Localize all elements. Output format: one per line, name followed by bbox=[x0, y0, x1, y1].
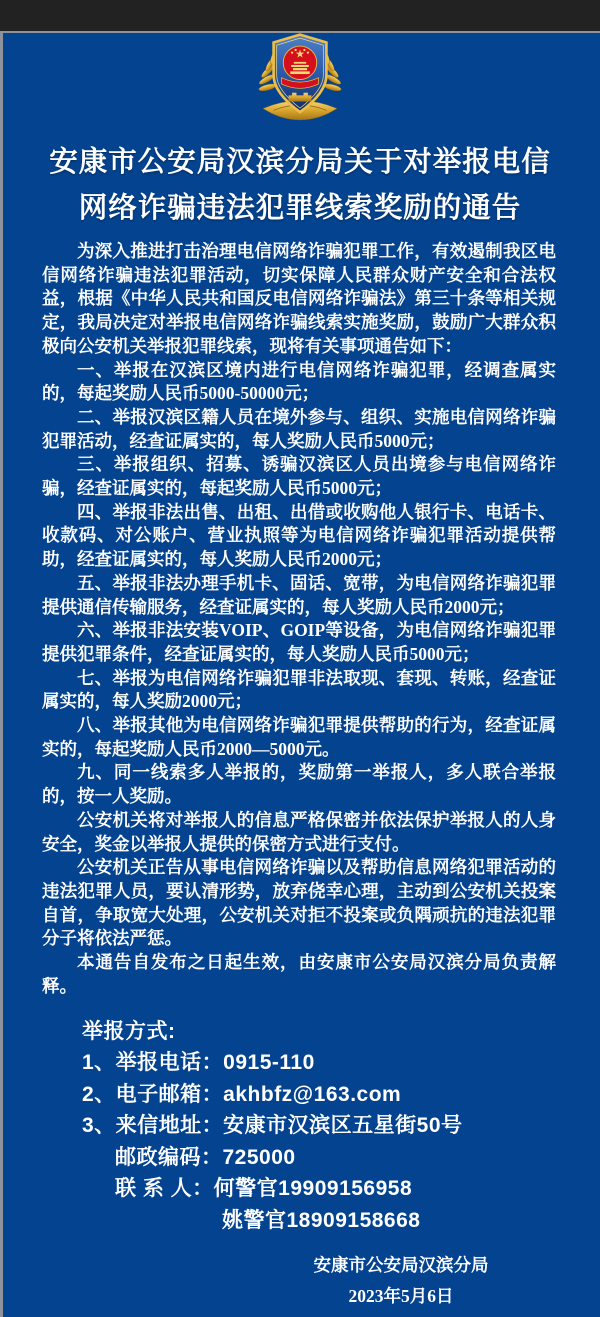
reward-item-7: 七、举报为电信网络诈骗犯罪非法取现、套现、转账，经查证属实的，每人奖励2000元； bbox=[42, 667, 556, 712]
reward-item-8: 八、举报其他为电信网络诈骗犯罪提供帮助的行为，经查证属实的，每起奖励人民币2000—5000元。 bbox=[42, 715, 556, 759]
issue-date: 2023年5月6日 bbox=[348, 1286, 454, 1306]
reward-item-4: 四、举报非法出售、出租、出借或收购他人银行卡、电话卡、收款码、对公账户、营业执照等为电信网络诈骗犯罪活动提供帮助，经查证属实的，每人奖励人民币2000元； bbox=[42, 501, 556, 570]
notice-title-line1: 安康市公安局汉滨分局关于对举报电信 bbox=[49, 147, 551, 178]
police-badge-icon bbox=[256, 31, 344, 128]
reward-item-2: 二、举报汉滨区籍人员在境外参与、组织、实施电信网络诈骗犯罪活动，经查证属实的，每人奖励人民币5000元； bbox=[42, 406, 556, 451]
report-address-line: 3、来信地址：安康市汉滨区五星街50号 bbox=[82, 1114, 463, 1137]
postcode-line: 邮政编码：725000 bbox=[115, 1145, 296, 1169]
confidentiality-paragraph: 公安机关将对举报人的信息严格保密并依法保护举报人的人身安全，奖金以举报人提供的保密方式进行支付。 bbox=[42, 809, 556, 854]
reward-item-9: 九、同一线索多人举报的，奖励第一举报人，多人联合举报的，按一人奖励。 bbox=[42, 762, 556, 807]
police-notice-poster bbox=[0, 31, 600, 1317]
effective-date-paragraph: 本通告自发布之日起生效，由安康市公安局汉滨分局负责解释。 bbox=[42, 952, 556, 996]
report-methods-section bbox=[82, 1016, 600, 1237]
notice-body bbox=[42, 240, 556, 999]
contact-person-line2: 姚警官18909158668 bbox=[222, 1208, 421, 1232]
reward-item-5: 五、举报非法办理手机卡、固话、宽带，为电信网络诈骗犯罪提供通信传输服务，经查证属实的，每人奖励人民币2000元； bbox=[42, 572, 556, 617]
notice-title bbox=[0, 140, 600, 232]
warning-paragraph: 公安机关正告从事电信网络诈骗以及帮助信息网络犯罪活动的违法犯罪人员，要认清形势，放弃侥幸心理，主动到公安机关投案自首，争取宽大处理，公安机关对拒不投案或负隅顽抗的违法犯罪分子将依法严惩。 bbox=[42, 857, 556, 949]
reward-item-3: 三、举报组织、招募、诱骗汉滨区人员出境参与电信网络诈骗，经查证属实的，每起奖励人民币5000元； bbox=[42, 454, 556, 499]
notice-title-line2: 网络诈骗违法犯罪线索奖励的通告 bbox=[78, 193, 522, 224]
report-methods-heading: 举报方式: bbox=[82, 1019, 176, 1043]
reward-item-1: 一、举报在汉滨区境内进行电信网络诈骗犯罪，经调查属实的，每起奖励人民币5000-50000元； bbox=[42, 359, 556, 404]
intro-paragraph: 为深入推进打击治理电信网络诈骗犯罪工作，有效遏制我区电信网络诈骗违法犯罪活动，切实保障人民群众财产安全和合法权益，根据《中华人民共和国反电信网络诈骗法》第三十条等相关规定，我局决定对举报电信网络诈骗线索实施奖励，鼓励广大群众积极向公安机关举报犯罪线索，现将有关事项通告如下： bbox=[42, 241, 556, 356]
report-phone-line: 1、举报电话：0915-110 bbox=[82, 1051, 315, 1074]
issuing-organization: 安康市公安局汉滨分局 bbox=[313, 1255, 489, 1275]
reward-item-6: 六、举报非法安装VOIP、GOIP等设备，为电信网络诈骗犯罪提供犯罪条件，经查证属实的，每人奖励人民币5000元； bbox=[42, 620, 556, 664]
report-email-line: 2、电子邮箱：akhbfz@163.com bbox=[82, 1082, 402, 1106]
signature-block bbox=[290, 1250, 512, 1312]
contact-person-line: 联 系 人：何警官19909156958 bbox=[115, 1177, 413, 1200]
